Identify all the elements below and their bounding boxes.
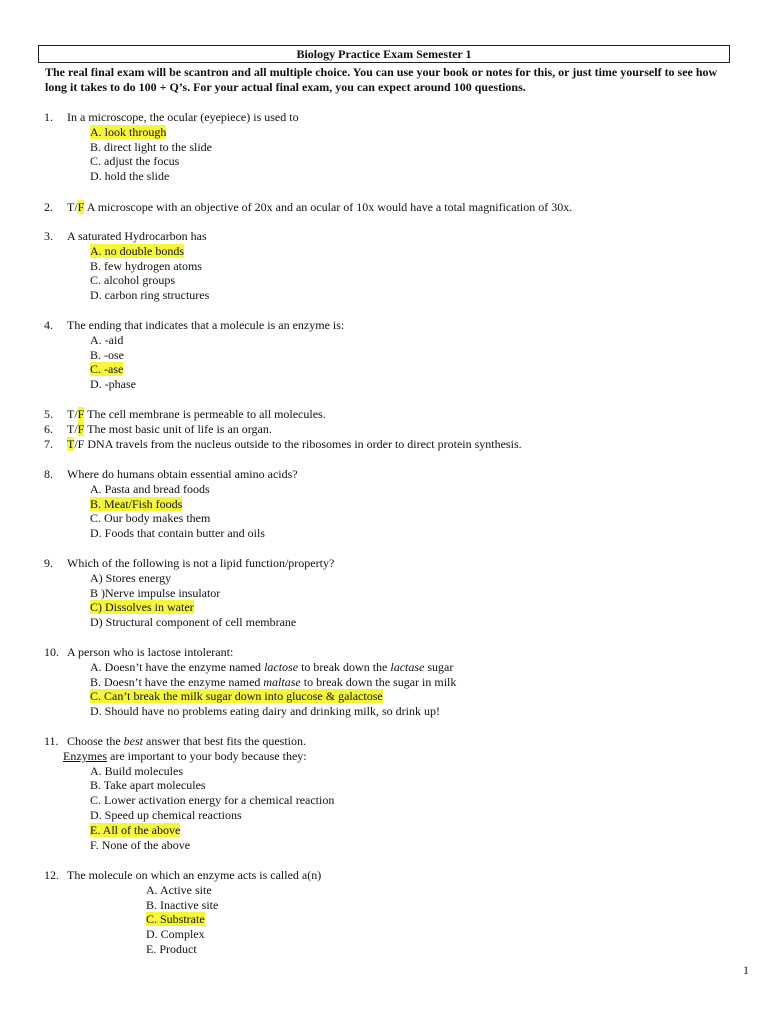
question-number: 11. [44,734,59,748]
option-a: A) Stores energy [90,570,172,585]
tf-f-highlighted: F [77,200,85,214]
option-d: D) Structural component of cell membrane [90,615,297,630]
question-11 [44,734,744,852]
tf-t: T/ [67,422,78,436]
question-6 [44,422,744,437]
option-c-highlighted: C) Dissolves in water [90,600,194,615]
question-number: 7. [44,437,53,451]
question-number: 5. [44,407,53,421]
option-d: D. Speed up chemical reactions [90,807,242,822]
tf-f-highlighted: F [77,407,85,421]
option-a-highlighted: A. no double bonds [90,243,184,258]
question-text: A saturated Hydrocarbon has [67,229,207,243]
question-text: The molecule on which an enzyme acts is called a(n) [67,868,322,882]
option-b: B. Take apart molecules [90,778,206,793]
question-text: In a microscope, the ocular (eyepiece) is used to [67,110,299,124]
question-1 [44,110,744,184]
option-text: to break down the sugar in milk [300,674,457,689]
option-a [90,660,744,675]
option-c: C. adjust the focus [90,154,180,169]
option-e-highlighted: E. All of the above [90,822,181,837]
question-9 [44,556,744,630]
option-c: C. Lower activation energy for a chemical reaction [90,793,335,808]
option-a: A. Active site [146,882,212,897]
question-5 [44,407,744,422]
question-number: 1. [44,110,53,124]
tf-f-highlighted: F [77,422,85,436]
question-12 [44,868,744,957]
question-number: 9. [44,556,53,570]
question-text: DNA travels from the nucleus outside to the ribosomes in order to direct protein synthesis. [84,437,522,451]
option-a: A. Build molecules [90,763,183,778]
option-c-highlighted: C. Substrate [146,912,205,927]
question-number: 8. [44,467,53,481]
option-c: C. alcohol groups [90,273,175,288]
exam-intro: The real final exam will be scantron and all multiple choice. You can use your book or notes for this, or just time yourself to see how long it takes to do 100 + Q’s. For your actual final exam, you can expect around 100 questions. [45,65,718,94]
option-a-highlighted: A. look through [90,124,167,139]
option-d: D. hold the slide [90,169,170,184]
tf-f: /F [74,437,85,451]
option-a: A. -aid [90,332,124,347]
question-2 [44,200,744,215]
question-text: The ending that indicates that a molecule is an enzyme is: [67,318,345,332]
question-7 [44,437,744,452]
option-text: B. Doesn’t have the enzyme named [90,674,264,689]
question-text: Choose the [67,734,124,748]
page-number: 1 [743,963,749,977]
option-c: C. Our body makes them [90,511,211,526]
question-4 [44,318,744,392]
question-number: 12. [44,868,59,882]
underlined-word: Enzymes [63,748,107,763]
option-text: A. Doesn’t have the enzyme named [90,659,265,674]
option-c-highlighted: C. -ase [90,362,124,377]
question-text: Where do humans obtain essential amino acids? [67,467,298,481]
question-italic-word: best [123,734,144,748]
question-text: A microscope with an objective of 20x and an ocular of 10x would have a total magnification of 30x. [84,200,573,214]
option-d: D. -phase [90,377,136,392]
option-italic-word: lactase [390,659,425,674]
option-b: B. Inactive site [146,897,219,912]
option-d: D. Should have no problems eating dairy and drinking milk, so drink up! [90,704,440,719]
option-f: F. None of the above [90,837,191,852]
tf-t: T/ [67,200,78,214]
option-d: D. Complex [146,927,205,942]
question-8 [44,467,744,541]
tf-t: T/ [67,407,78,421]
question-10 [44,645,744,719]
question-number: 10. [44,645,59,659]
exam-title: Biology Practice Exam Semester 1 [38,45,730,63]
option-e: E. Product [146,941,197,956]
question-text: answer that best fits the question. [143,734,306,748]
question-3 [44,229,744,303]
option-c-highlighted: C. Can’t break the milk sugar down into glucose & galactose [90,689,383,704]
option-d: D. Foods that contain butter and oils [90,526,265,541]
question-text: A person who is lactose intolerant: [67,645,234,659]
question-text: The cell membrane is permeable to all molecules. [84,407,326,421]
question-text: are important to your body because they: [107,748,307,763]
option-text: to break down the [298,659,391,674]
question-number: 4. [44,318,53,332]
option-b: B. few hydrogen atoms [90,258,202,273]
question-number: 2. [44,200,53,214]
question-number: 6. [44,422,53,436]
question-text: Which of the following is not a lipid function/property? [67,556,335,570]
option-italic-word: maltase [263,674,301,689]
option-a: A. Pasta and bread foods [90,481,210,496]
option-b-highlighted: B. Meat/Fish foods [90,496,183,511]
tf-t-highlighted: T [67,437,75,451]
option-b [90,675,744,690]
option-text: sugar [424,659,454,674]
option-d: D. carbon ring structures [90,288,210,303]
option-b: B. direct light to the slide [90,139,212,154]
option-italic-word: lactose [264,659,299,674]
option-b: B )Nerve impulse insulator [90,585,221,600]
option-b: B. -ose [90,347,124,362]
question-text: The most basic unit of life is an organ. [84,422,272,436]
question-number: 3. [44,229,53,243]
